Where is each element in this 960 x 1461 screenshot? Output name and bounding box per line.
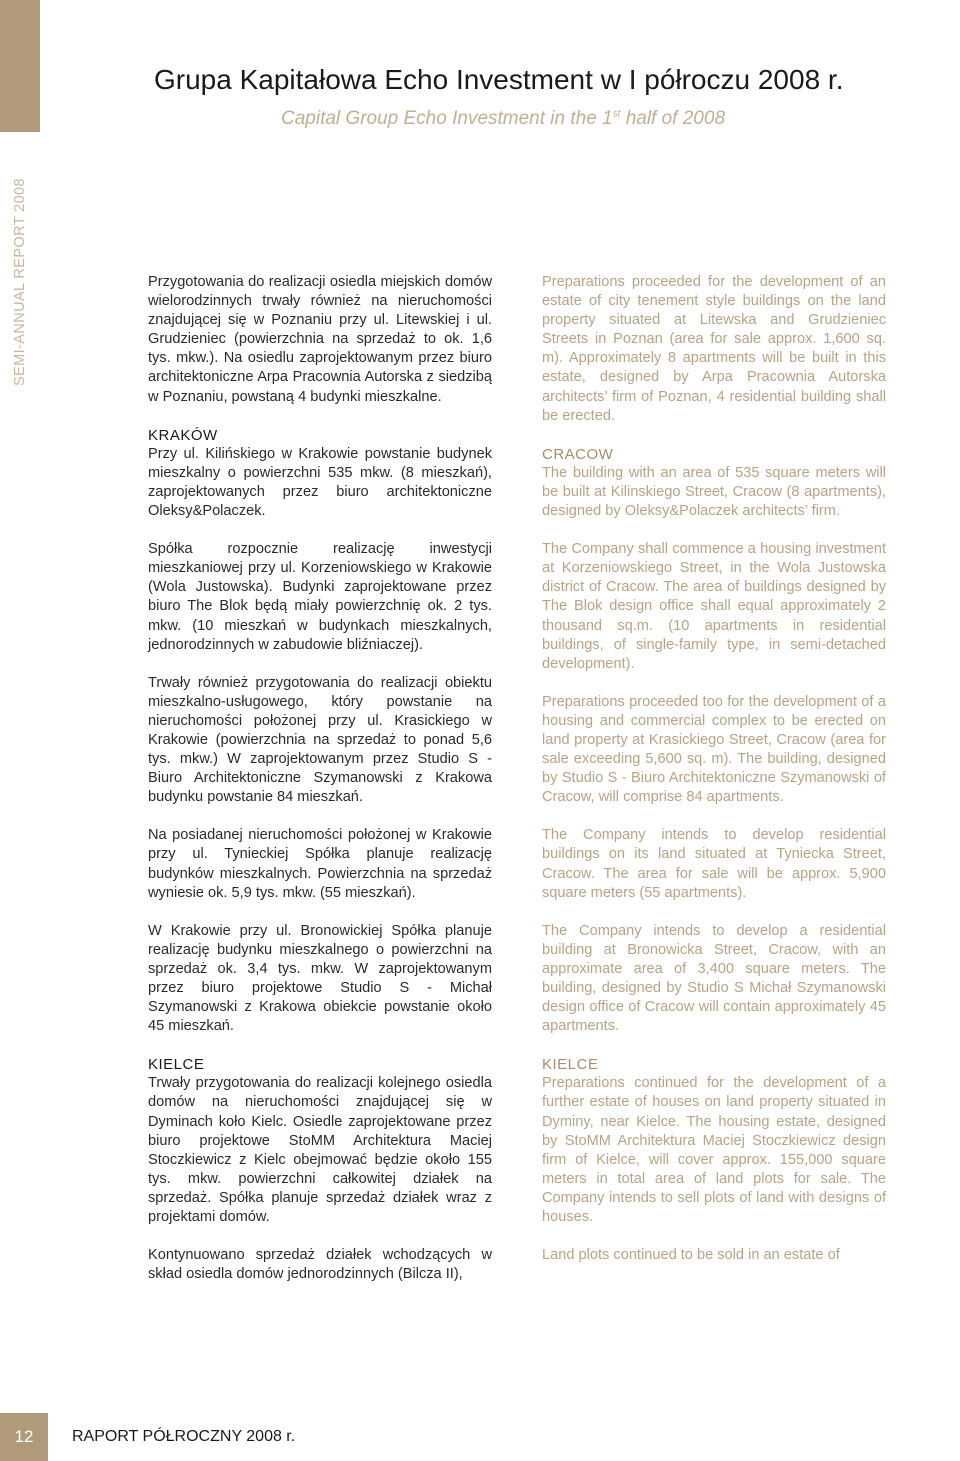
- en-paragraph-land-plots: Land plots continued to be sold in an estate of: [542, 1247, 840, 1264]
- pl-paragraph-krasickiego: Trwały również przygotowania do realizacji obiektu mieszkalno-usługowego, który powstanie na nieruchomości położonej przy ul. Krasickiego w Krakowie (powierzchnia na sprzedaż to ponad 5,6 tys. mkw.) W zaprojektowanym przez Studio S - Biuro Architektoniczne Szymanowski z Krakowa budynku powstanie 84 mieszkań.: [148, 674, 492, 806]
- subtitle-text-end: half of 2008: [620, 108, 726, 129]
- en-paragraph-poznan: Preparations proceeded for the development of an estate of city tenement style buildings on the land property situated at Litewska and Grudzieniec Streets in Poznan (area for sale approx. 1,600 sq. m). Approximately 8 apartments will be built in this estate, designed by Arpa Pracownia Autorska architects’ firm of Poznan, 4 residential building shall be erected.: [542, 274, 886, 424]
- side-report-label: [8, 178, 32, 386]
- page-title: Grupa Kapitałowa Echo Investment w I półroczu 2008 r.: [154, 64, 844, 95]
- polish-column: [148, 273, 492, 1284]
- en-paragraph-kilinskiego: The building with an area of 535 square meters will be built at Kilinskiego Street, Cracow (8 apartments), designed by Oleksy&Polaczek architects’ firm.: [542, 464, 886, 520]
- en-paragraph-krasickiego: Preparations proceeded too for the development of a housing and commercial complex to be erected on land property at Krasickiego Street, Cracow (area for sale exceeding 5,600 sq. m). The building, designed by Studio S - Biuro Architektoniczne Szymanowski of Cracow, will comprise 84 apartments.: [542, 693, 886, 806]
- pl-paragraph-poznan: Przygotowania do realizacji osiedla miejskich domów wielorodzinnych trwały również na nieruchomości znajdującej się w Poznaniu przy ul. Litewskiej i ul. Grudzieniec (powierzchnia na sprzedaż to ok. 1,6 tys. mkw.). Na osiedlu zaprojektowanym przez biuro architektoniczne Arpa Pracownia Autorska z siedzibą w Poznaniu, powstaną 4 budynki mieszkalne.: [148, 274, 492, 405]
- en-paragraph-tyniecka: The Company intends to develop residential buildings on its land situated at Tyniecka Street, Cracow. The area for sale will be approx. 5,900 square meters (55 apartments).: [542, 827, 886, 901]
- pl-heading-kielce: KIELCE: [148, 1056, 205, 1074]
- page-number: 12: [14, 1427, 34, 1446]
- en-paragraph-dyminy: Preparations continued for the development of a further estate of houses on land property situated in Dyminy, near Kielce. The housing estate, designed by StoMM Architektura Maciej Stoczkiewicz design firm of Kielce, will cover approx. 155,000 square meters in total area of land plots for sale. The Company intends to sell plots of land with designs of houses.: [542, 1075, 886, 1226]
- pl-heading-krakow: KRAKÓW: [148, 426, 218, 444]
- page-subtitle: [281, 108, 725, 130]
- pl-paragraph-tyniecka: Na posiadanej nieruchomości położonej w Krakowie przy ul. Tynieckiej Spółka planuje realizację budynków mieszkalnych. Powierzchnia na sprzedaż wyniesie ok. 5,9 tys. mkw. (55 mieszkań).: [148, 827, 492, 901]
- subtitle-superscript: st: [612, 108, 621, 120]
- en-heading-cracow: CRACOW: [542, 445, 614, 463]
- accent-bar: [0, 0, 40, 132]
- pl-paragraph-kilinskiego: Przy ul. Kilińskiego w Krakowie powstanie budynek mieszkalny o powierzchni 535 mkw. (8 mieszkań), zaprojektowanych przez biuro architektoniczne Oleksy&Polaczek.: [148, 445, 492, 520]
- pl-paragraph-bilcza: Kontynuowano sprzedaż działek wchodzących w skład osiedla domów jednorodzinnych (Bilcza II),: [148, 1247, 492, 1283]
- en-paragraph-bronowicka: The Company intends to develop a residential building at Bronowicka Street, Cracow, with an approximate area of 3,400 square meters. The building, designed by Studio S Michał Szymanowski design office of Cracow will contain approximately 45 apartments.: [542, 922, 886, 1035]
- side-report-label-text: SEMI-ANNUAL REPORT 2008: [12, 178, 29, 386]
- pl-paragraph-dyminy: Trwały przygotowania do realizacji kolejnego osiedla domów na nieruchomości znajdującej się w Dyminach koło Kielc. Osiedle zaprojektowane przez biuro projektowe StoMM Architektura Maciej Stoczkiewicz z Kielc obejmować będzie około 155 tys. mkw. powierzchni całkowitej działek na sprzedaż. Spółka planuje sprzedaż działek wraz z projektami domów.: [148, 1075, 492, 1226]
- subtitle-text-start: Capital Group Echo Investment in the 1: [281, 108, 613, 129]
- en-heading-kielce: KIELCE: [542, 1056, 599, 1074]
- footer-report-label: RAPORT PÓŁROCZNY 2008 r.: [72, 1428, 296, 1445]
- page-number-box: [0, 1413, 48, 1461]
- pl-paragraph-korzeniowskiego: Spółka rozpocznie realizację inwestycji mieszkaniowej przy ul. Korzeniowskiego w Krakowie (Wola Justowska). Budynki zaprojektowane przez biuro The Blok będą miały powierzchnię ok. 2 tys. mkw. (10 mieszkań w budynkach mieszkalnych, jednorodzinnych w zabudowie bliźniaczej).: [148, 541, 492, 653]
- english-column: [542, 273, 886, 1265]
- en-paragraph-korzeniowskiego: The Company shall commence a housing investment at Korzeniowskiego Street, in the Wola Justowska district of Cracow. The area of buildings designed by The Blok design office shall equal approximately 2 thousand sq.m. (10 apartments in residential buildings, of single-family type, in semi-detached development).: [542, 541, 886, 672]
- pl-paragraph-bronowicka: W Krakowie przy ul. Bronowickiej Spółka planuje realizację budynku mieszkalnego o powierzchni na sprzedaż ok. 3,4 tys. mkw. W zaprojektowanym przez biuro projektowe Studio S - Michał Szymanowski z Krakowa obiekcie powstanie około 45 mieszkań.: [148, 922, 492, 1035]
